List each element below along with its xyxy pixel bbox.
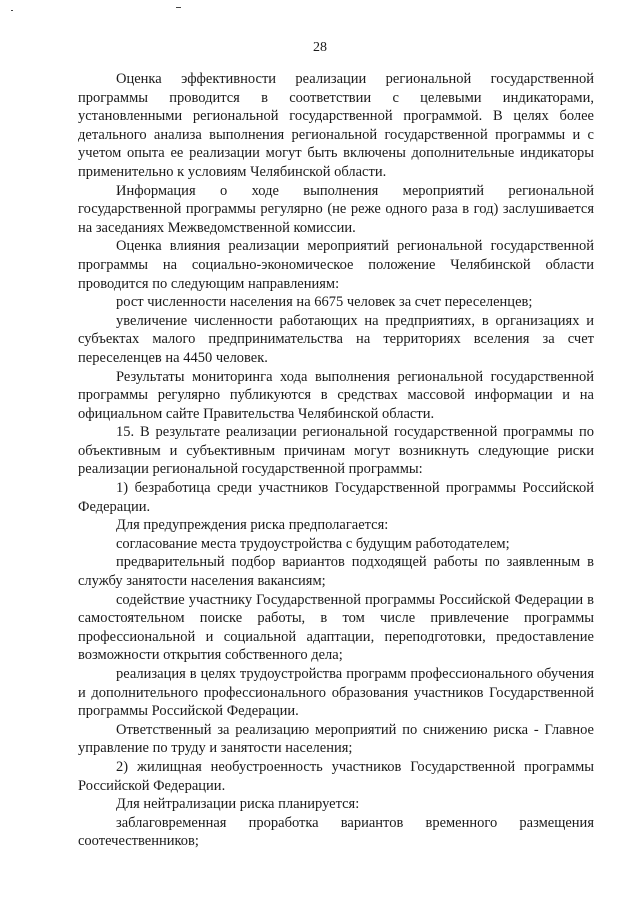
paragraph: увеличение численности работающих на предприятиях, в организациях и субъектах малого предпринимательства на территориях вселения за счет переселенцев на 4450 человек. xyxy=(78,312,594,366)
paragraph: предварительный подбор вариантов подходящей работы по заявленным в службу занятости населения вакансиям; xyxy=(78,554,594,590)
paragraph: Для предупреждения риска предполагается: xyxy=(116,517,389,534)
paragraph: 1) безработица среди участников Государственной программы Российской Федерации. xyxy=(78,480,594,515)
paragraph: 15. В результате реализации региональной государственной программы по объективным и субъективным причинам могут возникнуть следующие риски реализации региональной государственной программы: xyxy=(78,424,594,478)
paragraph: рост численности населения на 6675 человек за счет переселенцев; xyxy=(116,294,533,311)
document-body xyxy=(78,70,594,851)
page-number: 28 xyxy=(313,40,327,55)
paragraph: Оценка влияния реализации мероприятий региональной государственной программы на социально-экономическое положение Челябинской области проводится по следующим направлениям: xyxy=(78,238,594,292)
paragraph: Оценка эффективности реализации региональной государственной программы проводится в соответствии с целевыми индикаторами, установленными региональной государственной программой. В целях более детального анализа выполнения региональной государственной программы и с учетом опыта ее реализации могут быть включены дополнительные индикаторы применительно к условиям Челябинской области. xyxy=(78,71,594,180)
paragraph: заблаговременная проработка вариантов временного размещения соотечественников; xyxy=(78,814,594,850)
paragraph: реализация в целях трудоустройства программ профессионального обучения и дополнительного профессионального образования участников Государственной программы Российской Федерации. xyxy=(78,666,594,720)
scan-mark xyxy=(176,7,181,8)
paragraph: Информация о ходе выполнения мероприятий региональной государственной программы регулярно (не реже одного раза в год) заслушивается на заседаниях Межведомственной комиссии. xyxy=(78,182,594,236)
paragraph: содействие участнику Государственной программы Российской Федерации в самостоятельном поиске работы, в том числе привлечение программы профессиональной и социальной адаптации, переподготовки, предоставление возможности открытия собственного дела; xyxy=(78,591,594,664)
paragraph: Для нейтрализации риска планируется: xyxy=(116,796,360,813)
paragraph: Ответственный за реализацию мероприятий по снижению риска - Главное управление по труду и занятости населения; xyxy=(78,721,594,757)
paragraph: 2) жилищная необустроенность участников Государственной программы Российской Федерации. xyxy=(78,758,594,794)
paragraph: Результаты мониторинга хода выполнения региональной государственной программы регулярно публикуются в средствах массовой информации и на официальном сайте Правительства Челябинской области. xyxy=(78,368,594,422)
scan-mark xyxy=(11,10,13,11)
paragraph: согласование места трудоустройства с будущим работодателем; xyxy=(116,535,510,552)
